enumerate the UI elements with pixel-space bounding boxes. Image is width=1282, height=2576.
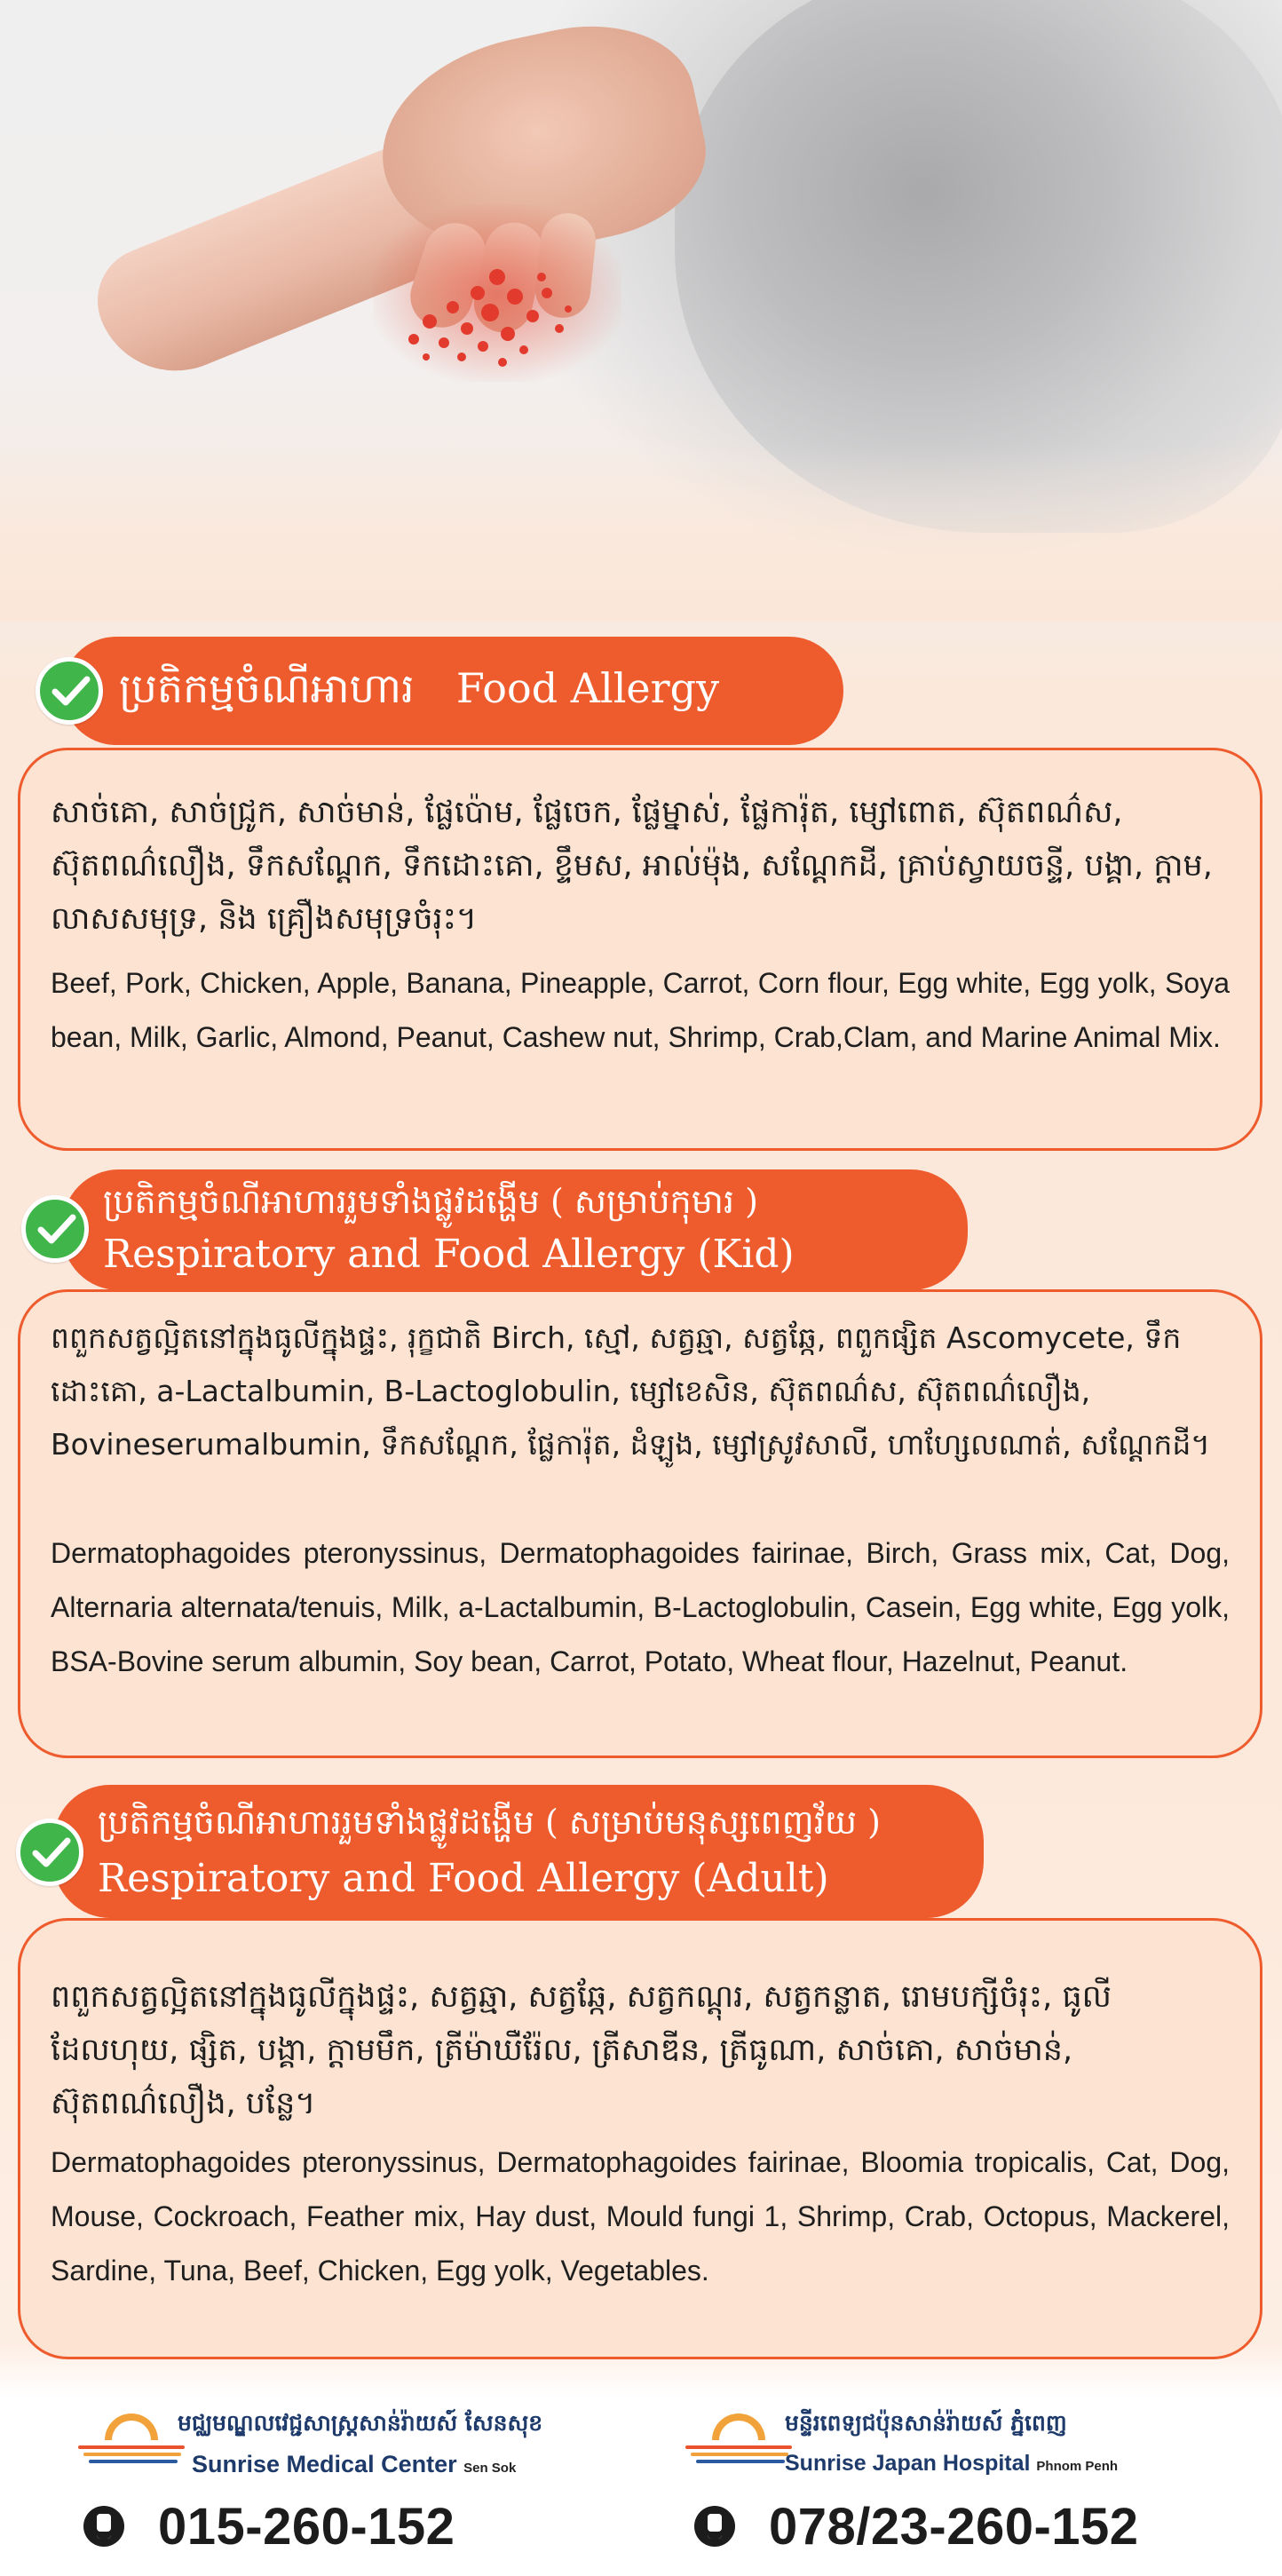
hospital-branch: Phnom Penh — [1036, 2459, 1119, 2474]
section-header-adult — [53, 1785, 984, 1918]
food-allergy-list-en: Beef, Pork, Chicken, Apple, Banana, Pineapple, Carrot, Corn flour, Egg white, Egg yolk, Soya bean, Milk, Garlic, Almond, Peanut, Cashew nut, Shrimp, Crab,Clam, and Marine Animal Mix. — [51, 967, 1230, 1053]
section-header-kid — [62, 1169, 968, 1290]
adult-allergy-list-km: ពពួកសត្វល្អិតនៅក្នុងធូលីក្នុងផ្ទះ, សត្វឆ្មា, សត្វឆ្កែ, សត្វកណ្តុរ, សត្វកន្លាត, រោមបក្សីចំរុះ, ធូលីដែលហុយ, ផ្សិត, បង្គា, ក្តាមមឹក, ត្រីម៉ាឃឺរ៉ែល, ត្រីសាឌីន, ត្រីធូណា, សាច់គោ, សាច់មាន់, ស៊ុតពណ៌លឿង, បន្លែ។ — [51, 1979, 1112, 2121]
section-title-km: ប្រតិកម្មចំណីអាហាររួមទាំងផ្លូវដង្ហើម ( សម្រាប់កុមារ ) — [103, 1182, 758, 1221]
center-name-en: Sunrise Medical Center — [192, 2451, 457, 2477]
adult-allergy-list-en: Dermatophagoides pteronyssinus, Dermatophagoides fairinae, Bloomia tropicalis, Cat, Dog, Mouse, Cockroach, Feather mix, Hay dust, Mould fungi 1, Shrimp, Crab, Octopus, Mackerel, Sardine, Tuna, Beef, Chicken, Egg yolk, Vegetables. — [51, 2146, 1230, 2287]
sunrise-logo-icon — [712, 2414, 765, 2440]
kid-allergy-box — [18, 1289, 1262, 1758]
sunrise-medical-center-logo — [78, 2410, 543, 2490]
sunrise-logo-icon — [105, 2414, 158, 2440]
kid-allergy-list-en: Dermatophagoides pteronyssinus, Dermatophagoides fairinae, Birch, Grass mix, Cat, Dog, Alternaria alternata/tenuis, Milk, a-Lactalbumin, B-Lactoglobulin, Casein, Egg white, Egg yolk, BSA-Bovine serum albumin, Soy bean, Carrot, Potato, Wheat flour, Hazelnut, Peanut. — [51, 1537, 1230, 1677]
hero-photo — [0, 0, 1282, 622]
rash-dots-icon — [391, 258, 604, 373]
phone-number-phnom-penh[interactable]: 078/23-260-152 — [769, 2498, 1139, 2556]
section-title-en: Food Allergy — [455, 664, 720, 712]
hospital-name-en: Sunrise Japan Hospital — [785, 2451, 1031, 2476]
center-name-km: មជ្ឈមណ្ឌលវេជ្ជសាស្ត្រសាន់រ៉ាយស៍ សែនសុខ — [178, 2410, 543, 2436]
section-title-km: ប្រតិកម្មចំណីអាហារ — [119, 664, 415, 712]
check-icon — [36, 657, 103, 725]
hospital-name-km: មន្ទីរពេទ្យជប៉ុនសាន់រ៉ាយស៍ ភ្នំពេញ — [785, 2410, 1067, 2436]
center-branch: Sen Sok — [463, 2461, 517, 2476]
section-header-food-allergy — [62, 637, 843, 745]
food-allergy-list-km: សាច់គោ, សាច់ជ្រូក, សាច់មាន់, ផ្លែប៉ោម, ផ្លែចេក, ផ្លែម្នាស់, ផ្លែការ៉ុត, ម្សៅពោត, ស៊ុតពណ៌ស, ស៊ុតពណ៌លឿង, ទឹកសណ្តែក, ទឹកដោះគោ, ខ្ទឹមស, អាល់ម៉ុង, សណ្តែកដី, គ្រាប់ស្វាយចន្ទី, បង្គា, ក្តាម, លាសសមុទ្រ, និង គ្រឿងសមុទ្រចំរុះ។ — [51, 795, 1213, 937]
section-title-km: ប្រតិកម្មចំណីអាហាររួមទាំងផ្លូវដង្ហើម ( សម្រាប់មនុស្សពេញវ័យ ) — [98, 1803, 881, 1842]
footer — [0, 2398, 1282, 2576]
check-icon — [16, 1819, 83, 1886]
kid-allergy-list-km: ពពួកសត្វល្អិតនៅក្នុងធូលីក្នុងផ្ទះ, រុក្ខជាតិ Birch, ស្មៅ, សត្វឆ្មា, សត្វឆ្កែ, ពពួកផ្សិត Ascomycete, ទឹកដោះគោ, a-Lactalbumin, B-Lactoglobulin, ម្សៅខេសិន, ស៊ុតពណ៌ស, ស៊ុតពណ៌លឿង, Bovineserumalbumin, ទឹកសណ្តែក, ផ្លែការ៉ុត, ដំឡូង, ម្សៅស្រូវសាលី, ហាហ្សែលណាត់, សណ្តែកដី។ — [51, 1320, 1211, 1462]
phone-icon — [694, 2506, 735, 2547]
section-title-en: Respiratory and Food Allergy (Kid) — [103, 1232, 795, 1277]
check-icon — [21, 1195, 89, 1263]
food-allergy-box — [18, 748, 1262, 1151]
phone-number-sen-sok[interactable]: 015-260-152 — [158, 2498, 455, 2556]
sunrise-japan-hospital-logo — [685, 2410, 1147, 2490]
adult-allergy-box — [18, 1918, 1262, 2359]
section-title-en: Respiratory and Food Allergy (Adult) — [98, 1856, 829, 1901]
phone-icon — [83, 2506, 124, 2547]
